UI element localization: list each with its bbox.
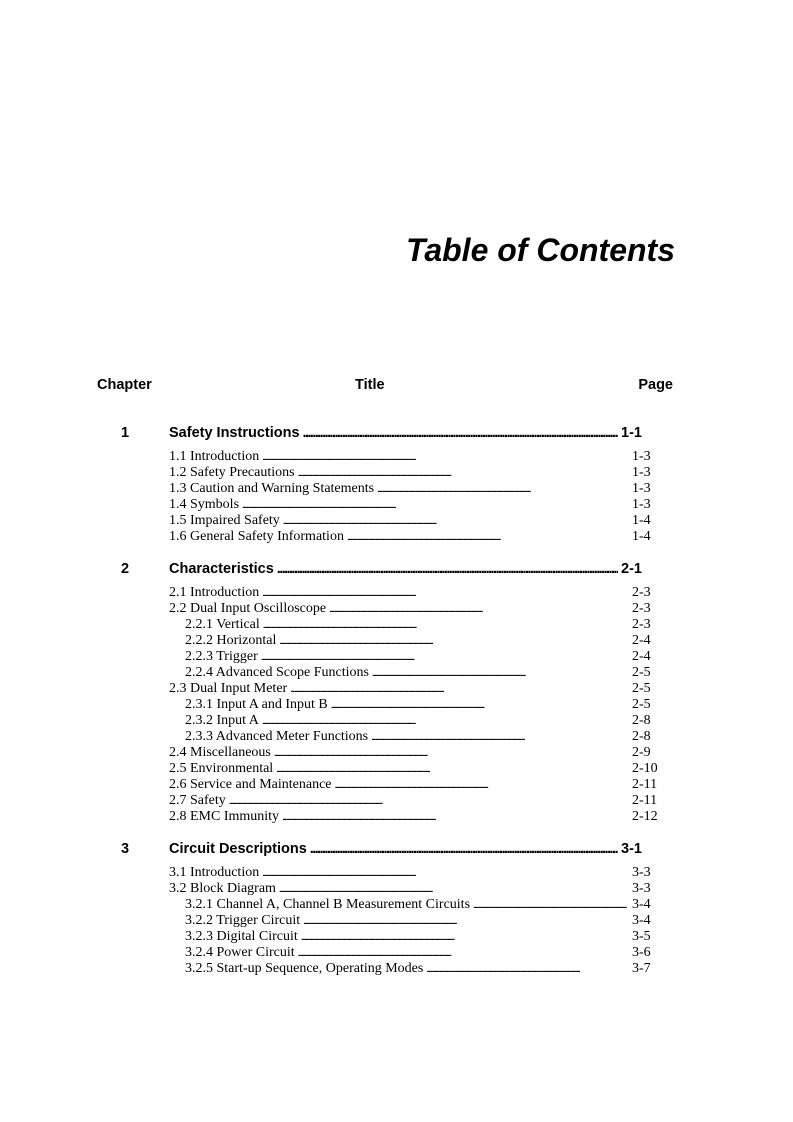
toc-entry-label: 3.2.1 Channel A, Channel B Measurement Circuits bbox=[185, 897, 471, 912]
toc-entry-page: 1-3 bbox=[632, 481, 651, 496]
toc-entry-line bbox=[185, 697, 653, 713]
toc-entry[interactable] bbox=[0, 681, 793, 697]
dot-leader bbox=[347, 529, 629, 545]
dot-leader bbox=[331, 697, 629, 713]
section-list bbox=[0, 585, 793, 825]
toc-entry[interactable] bbox=[0, 713, 793, 729]
toc-entry-line bbox=[169, 497, 653, 513]
dot-leader bbox=[303, 425, 618, 441]
dot-leader bbox=[262, 585, 629, 601]
toc-entry-label: 2.3.2 Input A bbox=[185, 713, 259, 728]
chapter-page: 2-1 bbox=[621, 561, 642, 577]
toc-entry-line bbox=[185, 729, 653, 745]
toc-entry[interactable] bbox=[0, 745, 793, 761]
toc-entry-page: 3-4 bbox=[632, 897, 651, 912]
dot-leader bbox=[298, 945, 629, 961]
toc-entry-label: 2.2.3 Trigger bbox=[185, 649, 258, 664]
chapter-page: 1-1 bbox=[621, 425, 642, 441]
toc-entry-line bbox=[169, 681, 653, 697]
chapter-title-line bbox=[169, 425, 653, 441]
toc-entry[interactable] bbox=[0, 961, 793, 977]
toc-entry-page: 2-4 bbox=[632, 649, 651, 664]
dot-leader bbox=[310, 841, 618, 857]
dot-leader bbox=[242, 497, 629, 513]
toc-entry-line bbox=[169, 881, 653, 897]
dot-leader bbox=[262, 865, 629, 881]
toc-entry-page: 2-9 bbox=[632, 745, 651, 760]
toc-entry[interactable] bbox=[0, 929, 793, 945]
dot-leader bbox=[329, 601, 629, 617]
dot-leader bbox=[426, 961, 629, 977]
toc-entry-page: 3-6 bbox=[632, 945, 651, 960]
dot-leader bbox=[377, 481, 629, 497]
title-column-header: Title bbox=[355, 377, 385, 393]
toc-entry-line bbox=[185, 913, 653, 929]
dot-leader bbox=[274, 745, 629, 761]
dot-leader bbox=[372, 665, 629, 681]
chapter-title: Safety Instructions bbox=[169, 425, 300, 441]
toc-entry[interactable] bbox=[0, 481, 793, 497]
toc-entry-page: 1-4 bbox=[632, 529, 651, 544]
toc-entry-label: 3.2.4 Power Circuit bbox=[185, 945, 295, 960]
toc-entry[interactable] bbox=[0, 633, 793, 649]
dot-leader bbox=[279, 881, 629, 897]
toc-entry[interactable] bbox=[0, 809, 793, 825]
dot-leader bbox=[303, 913, 629, 929]
toc-entry[interactable] bbox=[0, 913, 793, 929]
toc-entry-label: 3.2 Block Diagram bbox=[169, 881, 276, 896]
toc-entry-page: 1-3 bbox=[632, 449, 651, 464]
toc-entry-page: 2-10 bbox=[632, 761, 658, 776]
chapter-entry[interactable] bbox=[0, 841, 793, 861]
toc-entry-page: 2-4 bbox=[632, 633, 651, 648]
toc-entry-page: 1-3 bbox=[632, 497, 651, 512]
toc-entry-label: 1.5 Impaired Safety bbox=[169, 513, 280, 528]
toc-entry[interactable] bbox=[0, 497, 793, 513]
toc-entry-page: 2-8 bbox=[632, 713, 651, 728]
toc-entry[interactable] bbox=[0, 601, 793, 617]
toc-entry-line bbox=[169, 481, 653, 497]
section-list bbox=[0, 865, 793, 977]
toc-entry-page: 2-11 bbox=[632, 793, 658, 808]
chapter-entry[interactable] bbox=[0, 561, 793, 581]
toc-entry-label: 2.2.1 Vertical bbox=[185, 617, 260, 632]
toc-entry-page: 2-12 bbox=[632, 809, 658, 824]
toc-entry-label: 2.4 Miscellaneous bbox=[169, 745, 271, 760]
dot-leader bbox=[371, 729, 629, 745]
toc-entry[interactable] bbox=[0, 697, 793, 713]
toc-entry-label: 1.6 General Safety Information bbox=[169, 529, 344, 544]
toc-entry-label: 2.3.1 Input A and Input B bbox=[185, 697, 328, 712]
toc-entry[interactable] bbox=[0, 585, 793, 601]
toc-entry[interactable] bbox=[0, 465, 793, 481]
dot-leader bbox=[279, 633, 629, 649]
dot-leader bbox=[229, 793, 629, 809]
toc-entry[interactable] bbox=[0, 945, 793, 961]
page-title: Table of Contents bbox=[405, 232, 675, 268]
chapter-page: 3-1 bbox=[621, 841, 642, 857]
toc-entry-line bbox=[185, 633, 653, 649]
toc-entry-page: 3-3 bbox=[632, 881, 651, 896]
toc-entry-line bbox=[169, 465, 653, 481]
toc-entry-label: 2.6 Service and Maintenance bbox=[169, 777, 332, 792]
toc-entry[interactable] bbox=[0, 617, 793, 633]
toc-entry[interactable] bbox=[0, 777, 793, 793]
chapter-block-3 bbox=[0, 841, 793, 977]
toc-entry-label: 1.3 Caution and Warning Statements bbox=[169, 481, 375, 496]
chapter-number: 2 bbox=[121, 561, 130, 577]
toc-entry-label: 1.1 Introduction bbox=[169, 449, 260, 464]
toc-entry-page: 2-3 bbox=[632, 585, 651, 600]
toc-entry-line bbox=[185, 665, 653, 681]
dot-leader bbox=[298, 465, 629, 481]
dot-leader bbox=[263, 617, 629, 633]
toc-entry-label: 2.2.2 Horizontal bbox=[185, 633, 277, 648]
dot-leader bbox=[473, 897, 629, 913]
toc-entry[interactable] bbox=[0, 449, 793, 465]
toc-entry-line bbox=[185, 929, 653, 945]
chapter-title: Circuit Descriptions bbox=[169, 841, 307, 857]
chapter-block-1 bbox=[0, 425, 793, 545]
dot-leader bbox=[262, 449, 629, 465]
toc-entry-line bbox=[169, 449, 653, 465]
toc-entry-page: 2-3 bbox=[632, 617, 651, 632]
toc-entry-label: 1.2 Safety Precautions bbox=[169, 465, 295, 480]
toc-entry-page: 1-4 bbox=[632, 513, 651, 528]
toc-entry[interactable] bbox=[0, 793, 793, 809]
dot-leader bbox=[301, 929, 629, 945]
chapter-title: Characteristics bbox=[169, 561, 274, 577]
toc-entry-page: 3-7 bbox=[632, 961, 651, 976]
toc-entry[interactable] bbox=[0, 881, 793, 897]
chapter-title-line bbox=[169, 561, 653, 577]
toc-entry[interactable] bbox=[0, 665, 793, 681]
toc-entry-page: 3-5 bbox=[632, 929, 651, 944]
toc-entry-line bbox=[169, 585, 653, 601]
toc-entry[interactable] bbox=[0, 649, 793, 665]
toc-entry-line bbox=[185, 945, 653, 961]
toc-entry-line bbox=[169, 865, 653, 881]
toc-entry-label: 2.7 Safety bbox=[169, 793, 226, 808]
dot-leader bbox=[335, 777, 630, 793]
toc-entry[interactable] bbox=[0, 865, 793, 881]
toc-entry-label: 1.4 Symbols bbox=[169, 497, 240, 512]
toc-entry-page: 2-11 bbox=[632, 777, 658, 792]
chapter-entry[interactable] bbox=[0, 425, 793, 445]
dot-leader bbox=[282, 809, 629, 825]
toc-entry-line bbox=[185, 617, 653, 633]
dot-leader bbox=[276, 761, 629, 777]
section-list bbox=[0, 449, 793, 545]
toc-entry-label: 2.3 Dual Input Meter bbox=[169, 681, 288, 696]
chapter-column-header: Chapter bbox=[97, 377, 152, 393]
toc-entry-line bbox=[169, 513, 653, 529]
chapter-title-line bbox=[169, 841, 653, 857]
toc-entry-page: 1-3 bbox=[632, 465, 651, 480]
toc-entry-label: 3.1 Introduction bbox=[169, 865, 260, 880]
toc-entry-label: 2.3.3 Advanced Meter Functions bbox=[185, 729, 369, 744]
toc-entry-line bbox=[169, 793, 658, 809]
dot-leader bbox=[261, 649, 629, 665]
toc-entry-page: 2-3 bbox=[632, 601, 651, 616]
toc-entry-label: 2.1 Introduction bbox=[169, 585, 260, 600]
dot-leader bbox=[277, 561, 618, 577]
toc-entry-line bbox=[185, 649, 653, 665]
dot-leader bbox=[290, 681, 629, 697]
dot-leader bbox=[262, 713, 629, 729]
toc-entry[interactable] bbox=[0, 529, 793, 545]
toc-entry-label: 3.2.3 Digital Circuit bbox=[185, 929, 298, 944]
toc-entry-page: 2-5 bbox=[632, 697, 651, 712]
toc-entry-page: 2-5 bbox=[632, 665, 651, 680]
toc-entry-label: 3.2.5 Start-up Sequence, Operating Modes bbox=[185, 961, 424, 976]
toc-entry-line bbox=[169, 809, 658, 825]
toc-entry-label: 2.8 EMC Immunity bbox=[169, 809, 280, 824]
toc-entry-page: 2-5 bbox=[632, 681, 651, 696]
toc-entry[interactable] bbox=[0, 729, 793, 745]
toc-entry-page: 3-3 bbox=[632, 865, 651, 880]
toc-entry-line bbox=[169, 745, 653, 761]
toc-entry-line bbox=[185, 713, 653, 729]
toc-entry-label: 2.2.4 Advanced Scope Functions bbox=[185, 665, 369, 680]
toc-entry-label: 2.2 Dual Input Oscilloscope bbox=[169, 601, 327, 616]
page-column-header: Page bbox=[638, 377, 673, 393]
toc-entry-label: 2.5 Environmental bbox=[169, 761, 274, 776]
toc-entry-line bbox=[185, 897, 653, 913]
chapter-number: 3 bbox=[121, 841, 130, 857]
toc-entry[interactable] bbox=[0, 513, 793, 529]
toc-entry[interactable] bbox=[0, 897, 793, 913]
toc-entry-label: 3.2.2 Trigger Circuit bbox=[185, 913, 301, 928]
toc-entry-line bbox=[169, 777, 658, 793]
toc-entry[interactable] bbox=[0, 761, 793, 777]
toc-entry-line bbox=[169, 601, 653, 617]
toc-entry-line bbox=[169, 761, 658, 777]
toc-entry-page: 2-8 bbox=[632, 729, 651, 744]
chapter-number: 1 bbox=[121, 425, 130, 441]
toc-entry-page: 3-4 bbox=[632, 913, 651, 928]
chapter-block-2 bbox=[0, 561, 793, 825]
toc-entry-line bbox=[185, 961, 653, 977]
toc-entry-line bbox=[169, 529, 653, 545]
dot-leader bbox=[283, 513, 629, 529]
